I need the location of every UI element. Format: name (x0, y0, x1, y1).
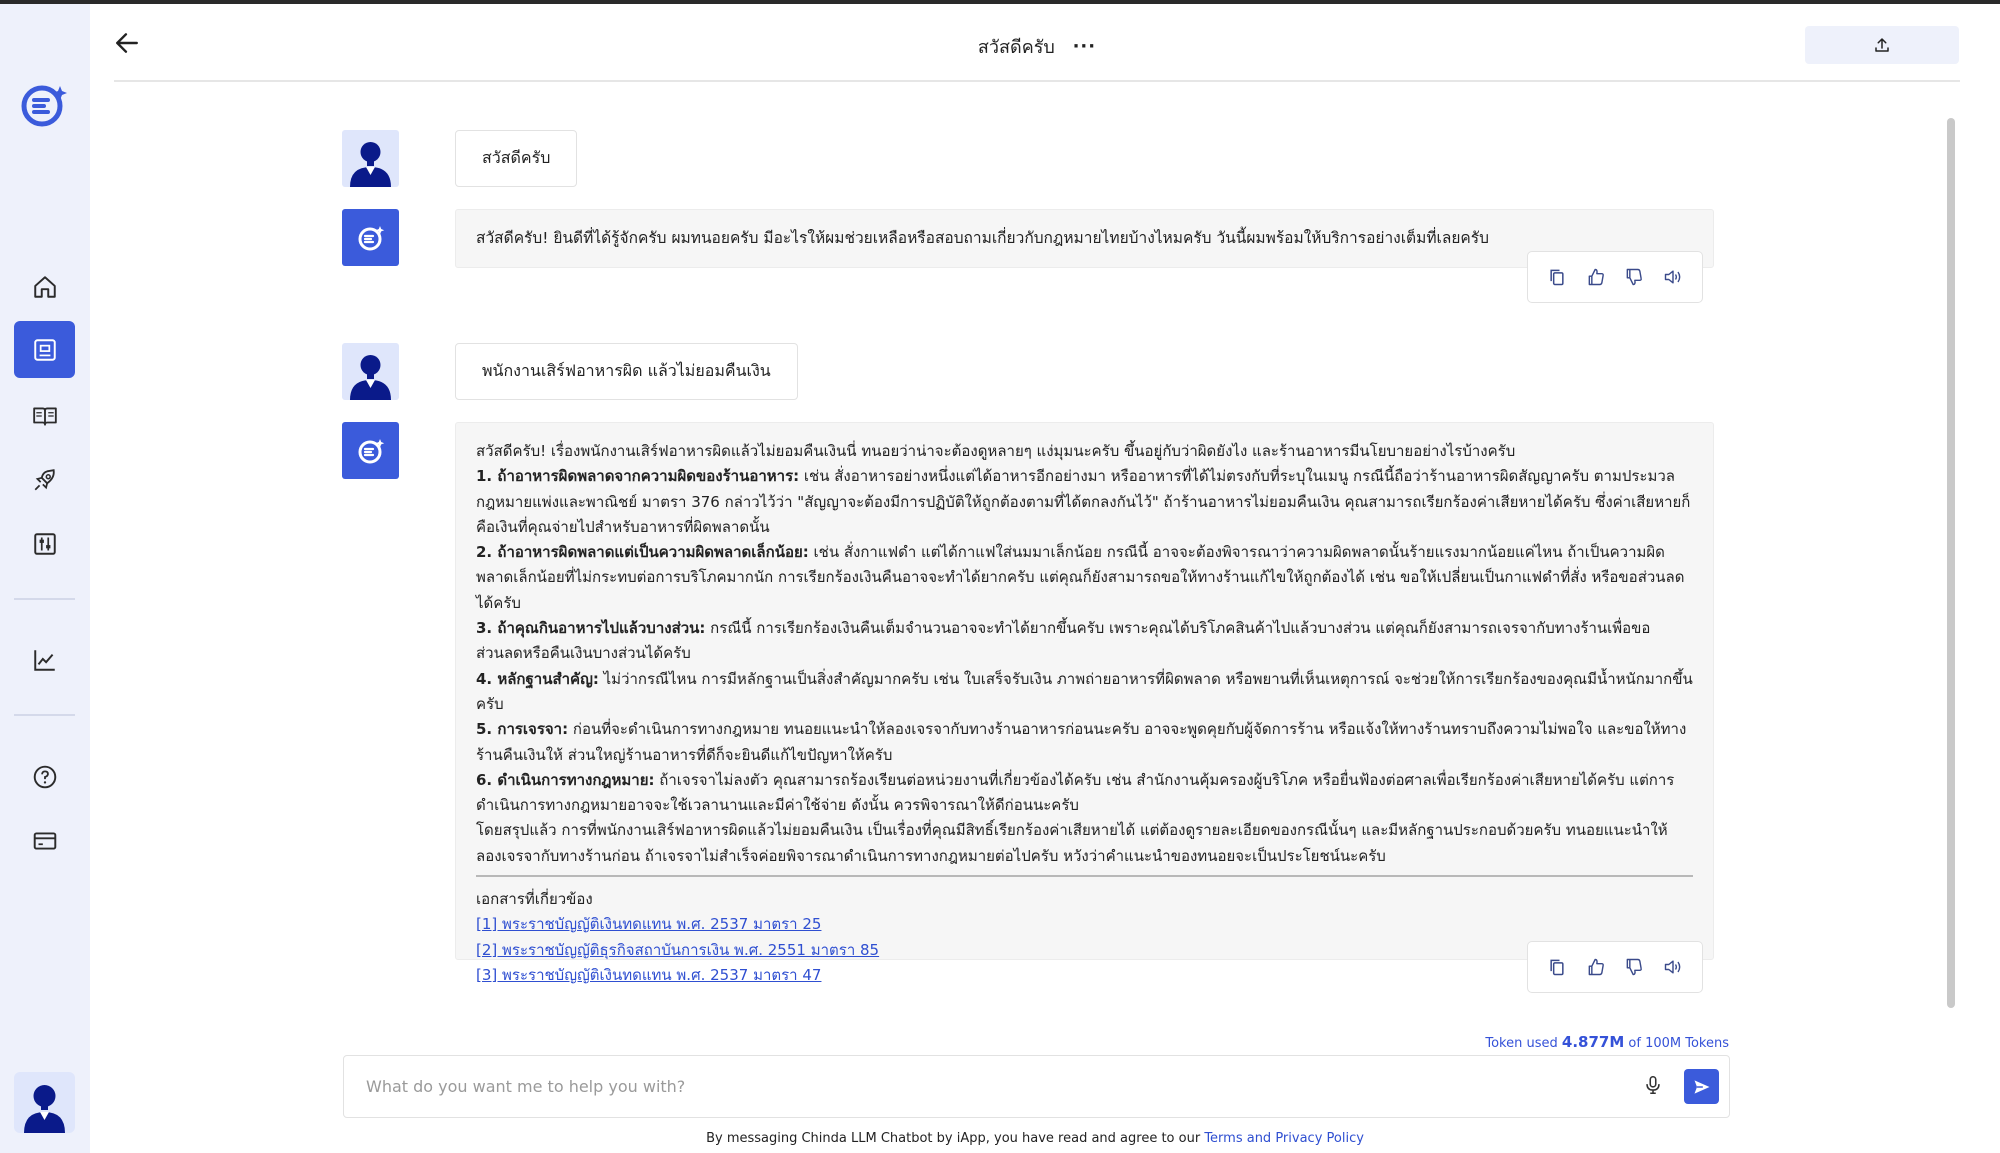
point-body: ไม่ว่ากรณีไหน การมีหลักฐานเป็นสิ่งสำคัญมากครับ เช่น ใบเสร็จรับเงิน ภาพถ่ายอาหารที่ผิดพลาด หรือพยานที่เห็นเหตุการณ์ จะช่วยให้การเรียกร้องของคุณมีน้ำหนักมากขึ้นครับ (476, 669, 1693, 713)
user-avatar (342, 130, 399, 187)
point-body: ก่อนที่จะดำเนินการทางกฎหมาย ทนอยแนะนำให้ลองเจรจากับทางร้านอาหารก่อนนะครับ อาจจะพูดคุยกับผู้จัดการร้าน หรือแจ้งให้ทางร้านทราบถึงความไม่พอใจ และขอให้ทางร้านคืนเงินให้ ส่วนใหญ่ร้านอาหารที่ดีก็จะยินดีแก้ไขปัญหาให้ครับ (476, 720, 1687, 764)
point-heading: 3. ถ้าคุณกินอาหารไปแล้วบางส่วน: (476, 619, 706, 638)
nav-analytics[interactable] (14, 631, 75, 688)
bot-avatar (342, 422, 399, 479)
thumbs-down-icon[interactable] (1624, 957, 1644, 977)
sliders-icon (32, 531, 58, 557)
terms-link[interactable]: Terms and Privacy Policy (1204, 1131, 1364, 1146)
export-button[interactable] (1805, 26, 1959, 64)
point-body: เช่น สั่งกาแฟดำ แต่ได้กาแฟใส่นมมาเล็กน้อย กรณีนี้ อาจจะต้องพิจารณาว่าความผิดพลาดนั้นร้ายแรงมากน้อยแค่ไหน ถ้าเป็นความผิดพลาดเล็กน้อยที่ไม่กระทบต่อการบริโภคมากนัก การเรียกร้องเงินคืนอาจจะทำได้ยากครับ แต่คุณก็ยังสามารถขอให้ทางร้านแก้ไขให้ถูกต้องได้ เช่น ขอให้เปลี่ยนเป็นกาแฟดำที่สั่ง หรือขอส่วนลดได้ครับ (476, 543, 1685, 612)
bot-message (455, 422, 1714, 984)
nav-help[interactable] (14, 748, 75, 805)
reference-link[interactable]: [1] พระราชบัญญัติเงินทดแทน พ.ศ. 2537 มาตรา 25 (476, 915, 822, 934)
chat-scrollbar[interactable] (1944, 114, 1956, 1014)
message-actions (1527, 941, 1703, 993)
sidebar-divider (14, 598, 75, 600)
speaker-icon[interactable] (1663, 267, 1683, 287)
token-used-value: 4.877M (1561, 1033, 1625, 1051)
message-input[interactable] (366, 1056, 1616, 1117)
more-options-button[interactable]: ··· (1072, 36, 1097, 57)
scrollbar-thumb[interactable] (1947, 118, 1955, 1008)
user-avatar (342, 343, 399, 400)
thumbs-up-icon[interactable] (1586, 267, 1606, 287)
home-icon (32, 274, 58, 300)
footer-text: By messaging Chinda LLM Chatbot by iApp, you have read and agree to our (706, 1131, 1205, 1146)
chat-header (114, 4, 1960, 82)
token-prefix: Token used (1485, 1036, 1558, 1051)
point-heading: 2. ถ้าอาหารผิดพลาดแต่เป็นความผิดพลาดเล็กน้อย: (476, 543, 809, 562)
bot-message-text: สวัสดีครับ! ยินดีที่ได้รู้จักครับ ผมทนอยครับ มีอะไรให้ผมช่วยเหลือหรือสอบถามเกี่ยวกับกฎหมายไทยบ้างไหมครับ วันนี้ผมพร้อมให้บริการอย่างเต็มที่เลยครับ (476, 229, 1489, 247)
reference-link[interactable]: [3] พระราชบัญญัติเงินทดแทน พ.ศ. 2537 มาตรา 47 (476, 965, 822, 984)
sidebar-divider (14, 714, 75, 716)
point-body: กรณีนี้ การเรียกร้องเงินคืนเต็มจำนวนอาจจะทำได้ยากขึ้นครับ เพราะคุณได้บริโภคสินค้าไปแล้วบางส่วน แต่คุณก็ยังสามารถเจรจากับทางร้านเพื่อขอส่วนลดหรือคืนเงินบางส่วนได้ครับ (476, 619, 1651, 663)
upload-icon (1873, 36, 1891, 54)
point-heading: 5. การเจรจา: (476, 720, 569, 739)
bot-avatar (342, 209, 399, 266)
point-body: เช่น สั่งอาหารอย่างหนึ่งแต่ได้อาหารอีกอย่างมา หรืออาหารที่ได้ไม่ตรงกับที่ระบุในเมนู กรณีนี้ถือว่าร้านอาหารผิดสัญญาครับ ตามประมวลกฎหมายแพ่งและพาณิชย์ มาตรา 376 กล่าวไว้ว่า "สัญญาจะต้องมีการปฏิบัติให้ถูกต้องตามที่ได้ตกลงกันไว้" ถ้าร้านอาหารไม่ยอมคืนเงิน คุณสามารถเรียกร้องค่าเสียหายได้ครับ ซึ่งค่าเสียหายก็คือเงินที่คุณจ่ายไปสำหรับอาหารที่ผิดพลาดนั้น (476, 467, 1691, 536)
send-button[interactable] (1684, 1069, 1719, 1104)
user-message: สวัสดีครับ (455, 130, 577, 187)
chinda-logo-icon (356, 436, 386, 466)
microphone-icon (1642, 1074, 1664, 1096)
terms-footer (0, 1131, 2000, 1146)
chat-title[interactable]: สวัสดีครับ (977, 37, 1055, 58)
message-actions (1527, 251, 1703, 303)
send-icon (1692, 1077, 1712, 1097)
nav-settings[interactable] (14, 515, 75, 572)
bot-summary: โดยสรุปแล้ว การที่พนักงานเสิร์ฟอาหารผิดแล้วไม่ยอมคืนเงิน เป็นเรื่องที่คุณมีสิทธิ์เรียกร้องค่าเสียหายได้ แต่ต้องดูรายละเอียดของกรณีนั้นๆ และมีหลักฐานประกอบด้วยครับ ทนอยแนะนำให้ลองเจรจากับทางร้านก่อน ถ้าเจรจาไม่สำเร็จค่อยพิจารณาดำเนินการทางกฎหมายต่อไปครับ หวังว่าคำแนะนำของทนอยจะเป็นประโยชน์นะครับ (476, 821, 1668, 865)
copy-icon[interactable] (1547, 957, 1567, 977)
references-title: เอกสารที่เกี่ยวข้อง (476, 890, 593, 909)
credit-card-icon (32, 828, 58, 854)
point-heading: 4. หลักฐานสำคัญ: (476, 669, 599, 688)
sidebar (0, 4, 90, 1153)
voice-input-button[interactable] (1642, 1074, 1668, 1100)
bot-point (476, 616, 1693, 667)
point-body: ถ้าเจรจาไม่ลงตัว คุณสามารถร้องเรียนต่อหน่วยงานที่เกี่ยวข้องได้ครับ เช่น สำนักงานคุ้มครองผู้บริโภค หรือยื่นฟ้องต่อศาลเพื่อเรียกร้องค่าเสียหายได้ครับ แต่การดำเนินการทางกฎหมายอาจจะใช้เวลานานและมีค่าใช้จ่าย ดังนั้น ควรพิจารณาให้ดีก่อนนะครับ (476, 770, 1675, 815)
token-suffix: of 100M Tokens (1628, 1036, 1729, 1051)
speaker-icon[interactable] (1663, 957, 1683, 977)
chinda-logo-icon (356, 223, 386, 253)
bot-point (476, 667, 1693, 718)
profile-avatar[interactable] (14, 1072, 75, 1133)
nav-deploy[interactable] (14, 451, 75, 508)
chat-messages (340, 110, 1720, 1010)
message-composer (343, 1055, 1730, 1118)
bot-point (476, 768, 1693, 819)
help-circle-icon (32, 764, 58, 790)
thumbs-up-icon[interactable] (1586, 957, 1606, 977)
book-icon (32, 403, 58, 429)
nav-library[interactable] (14, 387, 75, 444)
bot-point (476, 717, 1693, 768)
bot-message (455, 209, 1714, 268)
bot-point (476, 540, 1693, 616)
chart-line-icon (32, 647, 58, 673)
thumbs-down-icon[interactable] (1624, 267, 1644, 287)
bot-point (476, 464, 1693, 540)
chat-icon (32, 337, 58, 363)
copy-icon[interactable] (1547, 267, 1567, 287)
user-message: พนักงานเสิร์ฟอาหารผิด แล้วไม่ยอมคืนเงิน (455, 343, 798, 400)
references-divider (476, 875, 1693, 877)
point-heading: 1. ถ้าอาหารผิดพลาดจากความผิดของร้านอาหาร: (476, 467, 800, 486)
token-usage (1400, 1033, 1729, 1051)
bot-intro: สวัสดีครับ! เรื่องพนักงานเสิร์ฟอาหารผิดแล้วไม่ยอมคืนเงินนี่ ทนอยว่าน่าจะต้องดูหลายๆ แง่มุมนะครับ ขึ้นอยู่กับว่าผิดยังไง และร้านอาหารมีนโยบายอย่างไรบ้างครับ (476, 442, 1516, 460)
reference-link[interactable]: [2] พระราชบัญญัติธุรกิจสถาบันการเงิน พ.ศ. 2551 มาตรา 85 (476, 940, 880, 959)
chat-title-area (114, 32, 1960, 61)
nav-chat[interactable] (14, 321, 75, 378)
point-heading: 6. ดำเนินการทางกฎหมาย: (476, 770, 655, 789)
rocket-icon (32, 467, 58, 493)
chinda-logo-icon[interactable] (18, 78, 70, 130)
nav-home[interactable] (14, 258, 75, 315)
nav-billing[interactable] (14, 812, 75, 869)
